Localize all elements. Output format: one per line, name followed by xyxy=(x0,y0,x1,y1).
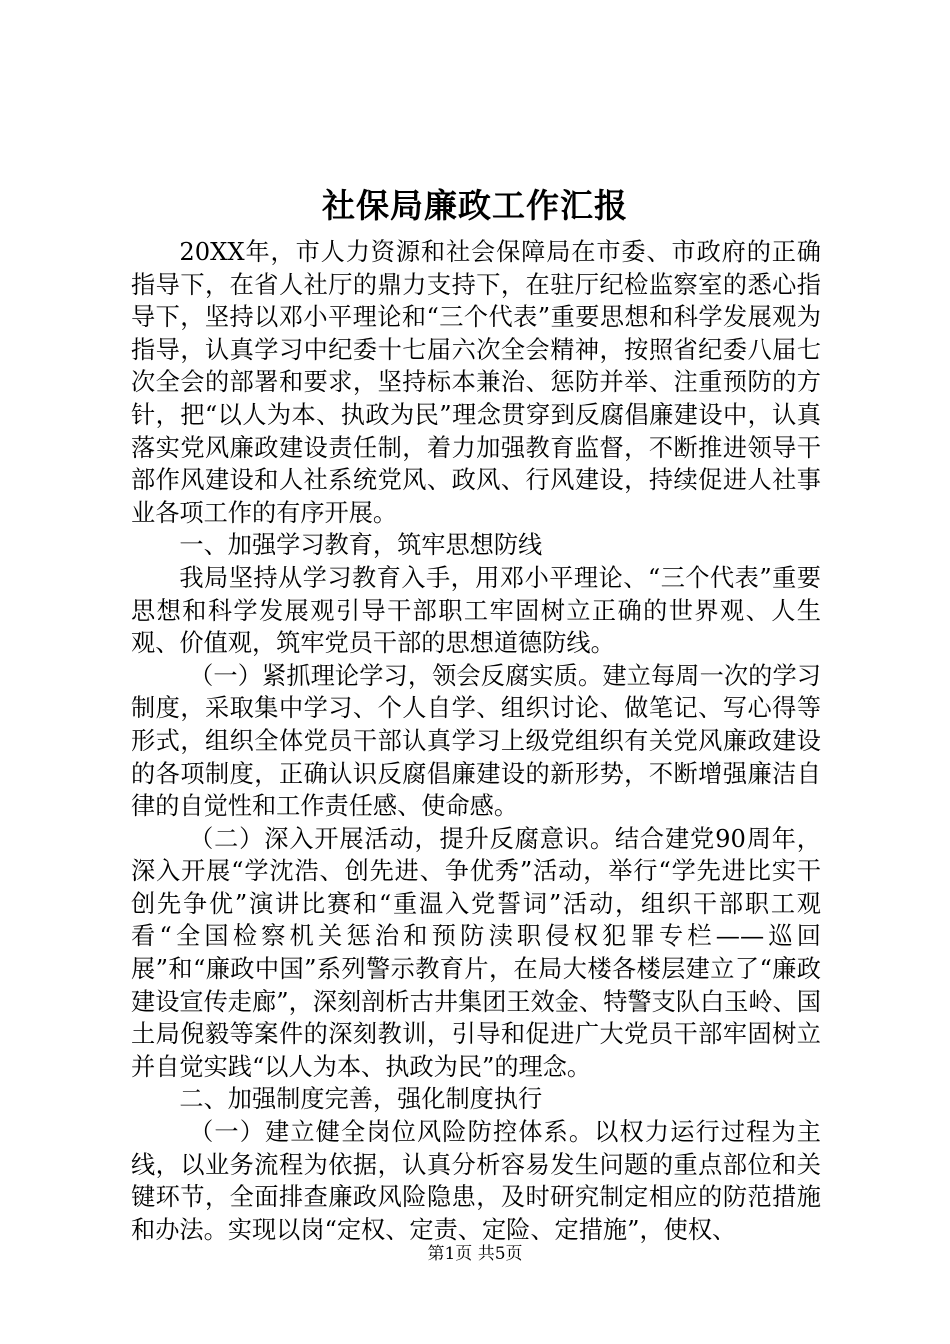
paragraph-intro: 20XX年，市人力资源和社会保障局在市委、市政府的正确指导下，在省人社厅的鼎力支持下，在驻厅纪检监察室的悉心指导下，坚持以邓小平理论和“三个代表”重要思想和科学发展观为指导，认真学习中纪委十七届六次全会精神，按照省纪委八届七次全会的部署和要求，坚持标本兼治、惩防并举、注重预防的方针，把“以人为本、执政为民”理念贯穿到反腐倡廉建设中，认真落实党风廉政建设责任制，着力加强教育监督，不断推进领导干部作风建设和人社系统党风、政风、行风建设，持续促进人社事业各项工作的有序开展。 xyxy=(131,238,821,527)
section-heading-2: 二、加强制度完善，强化制度执行 xyxy=(179,1085,543,1114)
paragraph-section2-item1: （一）建立健全岗位风险防控体系。以权力运行过程为主线，以业务流程为依据，认真分析容易发生问题的重点部位和关键环节，全面排查廉政风险隐患，及时研究制定相应的防范措施和办法。实现以岗“定权、定责、定险、定措施”，使权、 xyxy=(131,1118,821,1244)
page-number: 第1页 共5页 xyxy=(427,1244,523,1264)
paragraph-section1-item2: （二）深入开展活动，提升反腐意识。结合建党90周年，深入开展“学沈浩、创先进、争优秀”活动，举行“学先进比实干创先争优”演讲比赛和“重温入党誓词”活动，组织干部职工观看“全国检察机关惩治和预防渎职侵权犯罪专栏——巡回展”和“廉政中国”系列警示教育片，在局大楼各楼层建立了“廉政建设宣传走廊”，深刻剖析古井集团王效金、特警支队白玉岭、国土局倪毅等案件的深刻教训，引导和促进广大党员干部牢固树立并自觉实践“以人为本、执政为民”的理念。 xyxy=(131,824,821,1081)
paragraph-section1-item1: （一）紧抓理论学习，领会反腐实质。建立每周一次的学习制度，采取集中学习、个人自学、组织讨论、做笔记、写心得等形式，组织全体党员干部认真学习上级党组织有关党风廉政建设的各项制度，正确认识反腐倡廉建设的新形势，不断增强廉洁自律的自觉性和工作责任感、使命感。 xyxy=(131,661,821,821)
section-heading-1: 一、加强学习教育，筑牢思想防线 xyxy=(179,531,543,560)
document-body xyxy=(131,236,821,1246)
paragraph-section1-intro: 我局坚持从学习教育入手，用邓小平理论、“三个代表”重要思想和科学发展观引导干部职工牢固树立正确的世界观、人生观、价值观，筑牢党员干部的思想道德防线。 xyxy=(131,563,821,658)
document-title: 社保局廉政工作汇报 xyxy=(322,186,628,225)
